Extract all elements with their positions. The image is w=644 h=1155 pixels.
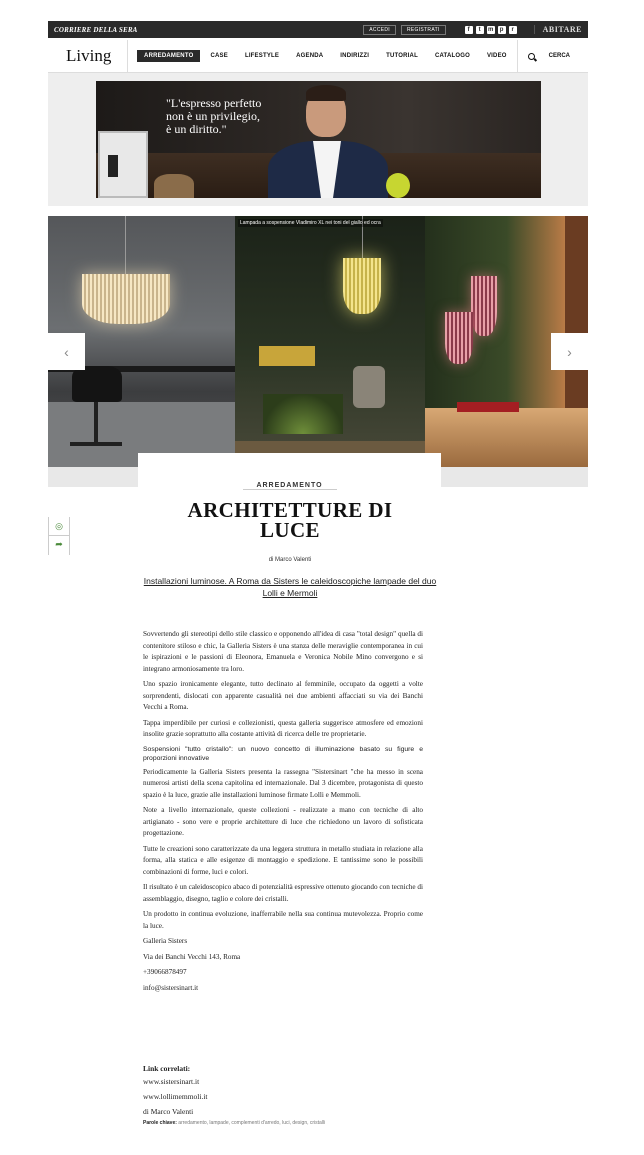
living-logo[interactable]: Living: [48, 40, 128, 73]
nav-item-arredamento[interactable]: ARREDAMENTO: [137, 50, 200, 62]
article-paragraph: Tutte le creazioni sono caratterizzate da una leggera struttura in metallo studiata in relazione alla forma, alla statica e alle esigenze di montaggio e spedizione. E tantissime sono le possibili combinazioni di forme, luci e colori.: [143, 844, 423, 876]
article-title: [150, 500, 430, 540]
yellow-chandelier-image: [343, 258, 381, 314]
ad-model-image: [268, 89, 388, 198]
gallery-caption: Lampada a sospensione Vladimiro XL nei toni del giallo ed ocra: [240, 220, 381, 226]
contact-address: Via dei Banchi Vecchi 143, Roma: [143, 952, 241, 961]
image-gallery: [48, 216, 588, 467]
ad-chair-image: [386, 173, 410, 198]
nav-item-indirizzi[interactable]: INDIRIZZI: [340, 53, 370, 59]
share-bar: [48, 517, 70, 555]
nav-item-case[interactable]: CASE: [210, 53, 228, 59]
keywords-label: Parole chiave:: [143, 1120, 177, 1126]
social-links: [465, 26, 517, 34]
article-paragraph: Sovvertendo gli stereotipi dello stile classico e opponendo all'idea di casa "total design" quella di contenitore stiloso e chic, la Galleria Sisters è una stanza delle meraviglie contemporanea in cui le ispirazioni e le passioni di Eleonora, Emanuela e Veronica Nobile Mino convergono e si integrano armoniosamente tra loro.: [143, 630, 423, 673]
article-paragraph: Tappa imperdibile per curiosi e collezionisti, questa galleria suggerisce atmosfere ed emozioni insolite grazie soprattutto alla costante attività di ricerca delle tre proprietarie.: [143, 718, 423, 738]
nav-search: [517, 40, 588, 73]
gallery-image-2[interactable]: [235, 216, 425, 467]
main-nav: [48, 40, 588, 73]
related-link[interactable]: www.lollimemmoli.it: [143, 1092, 208, 1101]
nav-item-lifestyle[interactable]: LIFESTYLE: [244, 53, 280, 59]
links-author: di Marco Valenti: [143, 1107, 194, 1116]
article-author: di Marco Valenti: [268, 557, 312, 563]
login-button[interactable]: ACCEDI: [363, 25, 396, 35]
keywords-list[interactable]: arredamento, lampade, complementi d'arredo, luci, design, cristalli: [178, 1120, 326, 1126]
nav-menu: [137, 50, 517, 62]
article-paragraph: Un prodotto in continua evoluzione, inafferrabile nella sua continua mutevolezza. Proprio come la luce.: [143, 910, 423, 930]
gallery-next-button[interactable]: [551, 333, 588, 370]
search-button[interactable]: CERCA: [548, 53, 570, 59]
nav-item-tutorial[interactable]: TUTORIAL: [386, 53, 418, 59]
chevron-left-icon: ‹: [64, 343, 69, 360]
abitare-link[interactable]: ABITARE: [534, 25, 582, 34]
contact-name: Galleria Sisters: [143, 937, 188, 945]
mail-icon[interactable]: m: [487, 26, 494, 33]
ad-slogan-line1: "L'espresso perfetto: [166, 96, 262, 110]
category-divider: [243, 489, 337, 490]
gallery-prev-button[interactable]: [48, 333, 85, 370]
coffee-bag-image: [154, 174, 194, 198]
article-header: [138, 453, 441, 489]
pink-chandelier-image: [471, 276, 497, 336]
keywords: [143, 1120, 443, 1126]
related-links: [143, 1064, 443, 1126]
article-title-line2: LUCE: [260, 518, 320, 542]
article-paragraph: Il risultato è un caleidoscopico abaco di potenzialità espressive ottenuto giocando con tecniche di assemblaggio, disegno, taglio e colore dei cristalli.: [143, 883, 423, 903]
pinterest-icon[interactable]: p: [498, 26, 506, 34]
coffee-machine-image: [98, 131, 148, 198]
register-button[interactable]: REGISTRATI: [401, 25, 446, 35]
ad-slogan: [166, 97, 261, 136]
share-arrow-icon[interactable]: ➦: [49, 535, 69, 553]
article-subtitle: Installazioni luminose. A Roma da Sisters le caleidoscopiche lampade del duo Lolli e Mermoli: [143, 576, 437, 598]
pink-chandelier-image-small: [445, 312, 473, 364]
related-links-heading: Link correlati:: [143, 1064, 191, 1073]
advertisement-band: [48, 73, 588, 206]
ad-slogan-line3: è un diritto.": [166, 122, 227, 136]
contact-phone[interactable]: +39066878497: [143, 968, 187, 976]
nav-item-catalogo[interactable]: CATALOGO: [434, 53, 470, 59]
article-paragraph: Periodicamente la Galleria Sisters presenta la rassegna "Sistersinart "che ha messo in scena numerosi artisti della scena capitolina ed internazionale. Dal 3 dicembre, protagonista di questo spazio è la luce, grazie alle installazioni luminose firmate Lolli e Memmoli.: [143, 767, 423, 799]
search-icon[interactable]: [528, 53, 535, 60]
twitter-icon[interactable]: t: [476, 26, 484, 34]
topbar-right: [363, 25, 582, 35]
ad-slogan-line2: non è un privilegio,: [166, 109, 260, 123]
corriere-logo[interactable]: CORRIERE DELLA SERA: [54, 25, 138, 34]
article-title-line1: ARCHITETTURE DI: [187, 498, 393, 522]
globe-icon[interactable]: ◎: [55, 520, 63, 531]
article-paragraph: Uno spazio ironicamente elegante, tutto declinato al femminile, occupato da oggetti a volte sorprendenti, dislocati con apparente casualità nei due ambienti affacciati su via dei Banchi Vecchi a Roma.: [143, 680, 423, 711]
article-paragraph: Note a livello internazionale, queste collezioni - realizzate a mano con tecniche di alto artigianato - sono vere e proprie architetture di luce che richiedono un lavoro di sofisticata progettazione.: [143, 806, 423, 837]
article-body: [143, 629, 423, 998]
contact-email[interactable]: info@sistersinart.it: [143, 983, 199, 992]
facebook-icon[interactable]: f: [465, 26, 473, 34]
chevron-right-icon: ›: [567, 343, 572, 360]
crystal-chandelier-image: [82, 274, 170, 324]
related-link[interactable]: www.sistersinart.it: [143, 1077, 200, 1086]
article-subheading: Sospensioni "tutto cristallo": un nuovo concetto di illuminazione basato su figure e proporzioni innovative: [143, 745, 423, 762]
advertisement-banner[interactable]: [96, 81, 541, 198]
nav-item-agenda[interactable]: AGENDA: [296, 53, 324, 59]
rss-icon[interactable]: r: [509, 26, 517, 34]
nav-item-video[interactable]: VIDEO: [486, 53, 507, 59]
top-bar: [48, 21, 588, 38]
article-category[interactable]: ARREDAMENTO: [256, 482, 323, 489]
